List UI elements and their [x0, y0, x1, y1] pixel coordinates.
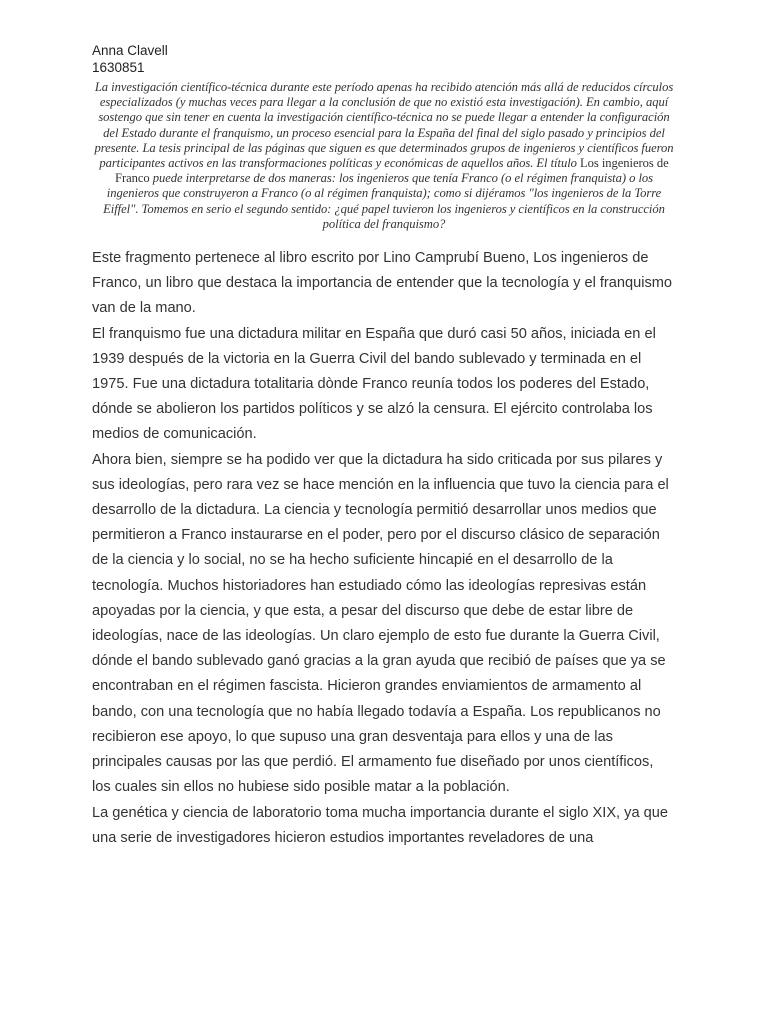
epigraph-quote — [94, 80, 674, 232]
paragraph-3: Ahora bien, siempre se ha podido ver que la dictadura ha sido criticada por sus pilares y sus ideologías, pero rara vez se hace mención en la influencia que tuvo la ciencia para el desarrollo de la dictadura. La ciencia y tecnología permitió desarrollar unos medios que permitieron a Franco instaurarse en el poder, pero por el discurso clásico de separación de la ciencia y lo social, no se ha hecho suficiente hincapié en el desarrollo de la tecnología. Muchos historiadores han estudiado cómo las ideologías represivas están apoyadas por la ciencia, y que esta, a pesar del discurso que debe de estar libre de ideologías, nace de las ideologías. Un claro ejemplo de esto fue durante la Guerra Civil, dónde el bando sublevado ganó gracias a la gran ayuda que recibió de países que ya se encontraban en el régimen fascista. Hicieron grandes enviamientos de armamento al bando, con una tecnología que no había llegado todavía a España. Los republicanos no recibieron ese apoyo, lo que supuso una gran desventaja para ellos y una de las principales causas por las que perdió. El armamento fue diseñado por unos científicos, los cuales sin ellos no hubiese sido posible matar a la población. — [92, 451, 669, 796]
document-body — [92, 246, 676, 851]
paragraph-2: El franquismo fue una dictadura militar en España que duró casi 50 años, iniciada en el 1939 después de la victoria en la Guerra Civil del bando sublevado y terminada en el 1975. Fue una dictadura totalitaria dònde Franco reunía todos los poderes del Estado, dónde se abolieron los partidos políticos y se alzó la censura. El ejército controlaba los medios de comunicación. — [92, 325, 656, 443]
student-id: 1630851 — [92, 60, 145, 75]
paragraph-4: La genética y ciencia de laboratorio toma mucha importancia durante el siglo XIX, ya que una serie de investigadores hicieron estudios importantes reveladores de una — [92, 804, 668, 846]
quote-book-title: Los ingenieros de Franco — [114, 156, 669, 186]
quote-text-part-2: puede interpretarse de dos maneras: los ingenieros que tenía Franco (o el régimen franquista) o los ingenieros que construyeron a Franco (o al régimen franquista); como si dijéramos "los ingenieros de la Torre Eiffel". Tomemos en serio el segundo sentido: ¿qué papel tuvieron los ingenieros y científicos en la construcción política del franquismo? — [103, 171, 665, 231]
quote-text-part-1: La investigación científico-técnica durante este período apenas ha recibido atención más allá de reducidos círculos especializados (y muchas veces para llegar a la conclusión de que no existió esta investigación). En cambio, aquí sostengo que sin tener en cuenta la investigación científico-técnica no se puede llegar a entender la configuración del Estado durante el franquismo, un proceso esencial para la España del final del siglo pasado y principios del presente. La tesis principal de las páginas que siguen es que determinados grupos de ingenieros y científicos fueron participantes activos en las transformaciones políticas y económicas de aquellos años. El título — [94, 80, 674, 171]
author-name: Anna Clavell — [92, 43, 168, 58]
document-page — [92, 42, 676, 851]
paragraph-1: Este fragmento pertenece al libro escrito por Lino Camprubí Bueno, Los ingenieros de Franco, un libro que destaca la importancia de entender que la tecnología y el franquismo van de la mano. — [92, 250, 673, 317]
